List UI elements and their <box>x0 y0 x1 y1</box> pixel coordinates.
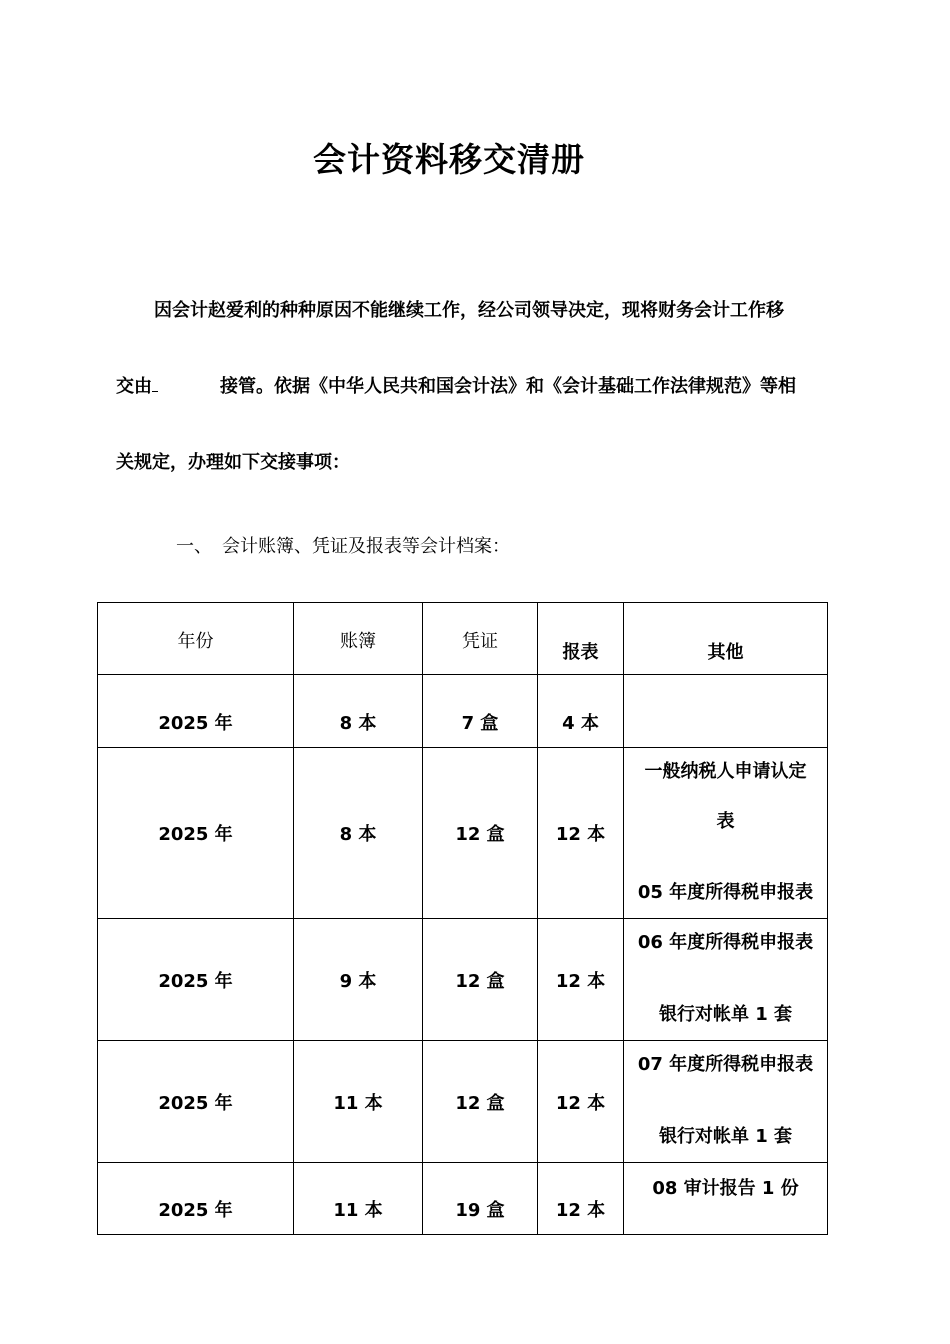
section-title: 会计账簿、凭证及报表等会计档案： <box>222 536 510 557</box>
cell-books: 8 本 <box>294 675 423 748</box>
archive-table <box>97 602 828 1235</box>
header-other: 其他 <box>624 603 828 675</box>
cell-vouchers: 19 盒 <box>423 1163 538 1235</box>
cell-other <box>624 675 828 748</box>
header-books: 账簿 <box>294 603 423 675</box>
other-line: 08 审计报告 1 份 <box>652 1178 799 1199</box>
cell-vouchers: 12 盒 <box>423 748 538 919</box>
section-number: 一、 <box>176 536 212 557</box>
cell-reports: 4 本 <box>538 675 624 748</box>
table-row <box>98 1041 828 1163</box>
cell-year: 2025 年 <box>98 1163 294 1235</box>
cell-reports: 12 本 <box>538 1163 624 1235</box>
cell-books: 11 本 <box>294 1163 423 1235</box>
other-line: 06 年度所得税申报表 <box>637 932 814 953</box>
cell-reports: 12 本 <box>538 748 624 919</box>
section-1-heading <box>176 532 510 558</box>
header-vouchers: 凭证 <box>423 603 538 675</box>
intro-line-2 <box>116 372 846 398</box>
cell-year: 2025 年 <box>98 675 294 748</box>
other-line: 05 年度所得税申报表 <box>637 882 814 903</box>
document-title: 会计资料移交清册 <box>313 140 585 179</box>
header-reports: 报表 <box>538 603 624 675</box>
other-line: 07 年度所得税申报表 <box>637 1054 814 1075</box>
other-line: 表 <box>716 811 735 832</box>
cell-books: 9 本 <box>294 919 423 1041</box>
cell-vouchers: 12 盒 <box>423 919 538 1041</box>
other-line: 银行对帐单 1 套 <box>658 1004 793 1025</box>
table-header-row <box>98 603 828 675</box>
cell-reports: 12 本 <box>538 1041 624 1163</box>
table-row <box>98 1163 828 1235</box>
cell-books: 8 本 <box>294 748 423 919</box>
cell-year: 2025 年 <box>98 1041 294 1163</box>
blank-space <box>158 391 220 392</box>
other-line: 银行对帐单 1 套 <box>658 1126 793 1147</box>
cell-vouchers: 7 盒 <box>423 675 538 748</box>
cell-reports: 12 本 <box>538 919 624 1041</box>
header-year: 年份 <box>98 603 294 675</box>
cell-other <box>624 748 828 919</box>
table-row <box>98 748 828 919</box>
cell-year: 2025 年 <box>98 748 294 919</box>
intro-line-1: 因会计赵爱利的种种原因不能继续工作，经公司领导决定，现将财务会计工作移 <box>154 300 784 321</box>
intro-line-3: 关规定，办理如下交接事项： <box>116 452 350 473</box>
cell-other <box>624 1163 828 1235</box>
cell-vouchers: 12 盒 <box>423 1041 538 1163</box>
cell-books: 11 本 <box>294 1041 423 1163</box>
intro-line-2-prefix: 交由 <box>116 376 152 397</box>
cell-other <box>624 919 828 1041</box>
cell-other <box>624 1041 828 1163</box>
table-row <box>98 919 828 1041</box>
intro-line-2-suffix: 接管。依据《中华人民共和国会计法》和《会计基础工作法律规范》等相 <box>220 376 796 397</box>
other-line: 一般纳税人申请认定 <box>644 761 807 782</box>
cell-year: 2025 年 <box>98 919 294 1041</box>
blank-underline <box>152 375 158 392</box>
table-row <box>98 675 828 748</box>
